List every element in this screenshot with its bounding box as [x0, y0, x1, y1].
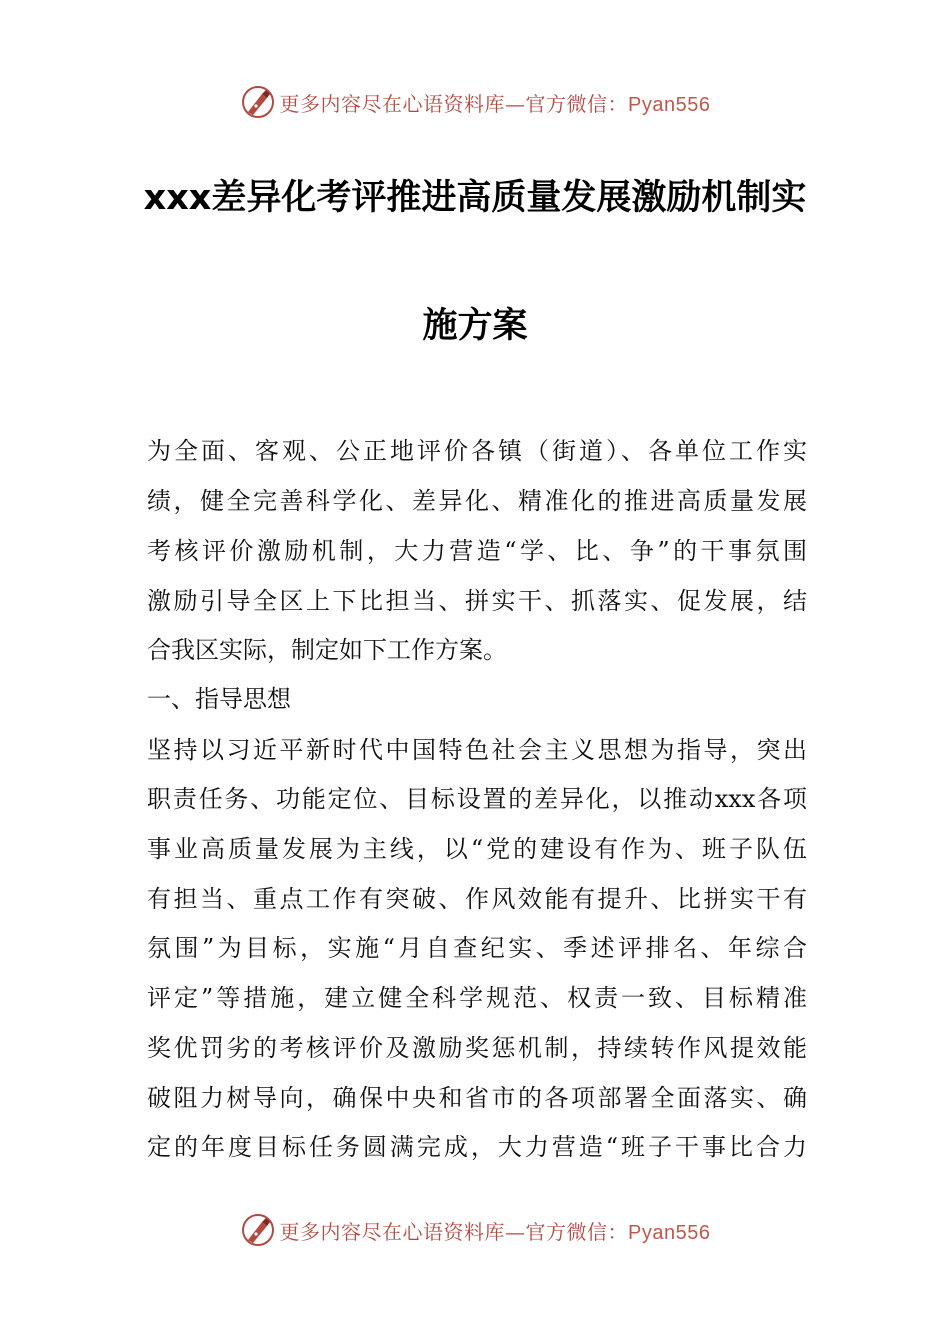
- body-line: 破阻力树导向，确保中央和省市的各项部署全面落实、确: [147, 1084, 807, 1112]
- watermark-text: 更多内容尽在心语资料库—官方微信：: [279, 1219, 629, 1244]
- body-line: 有担当、重点工作有突破、作风效能有提升、比拼实干有: [147, 885, 807, 913]
- body-line: 激励引导全区上下比担当、拼实干、抓落实、促发展，结: [147, 587, 807, 615]
- body-line: 职责任务、功能定位、目标设置的差异化，以推动xxx各项: [147, 785, 807, 813]
- body-line: 奖优罚劣的考核评价及激励奖惩机制，持续转作风提效能: [147, 1034, 807, 1062]
- body-line: 合我区实际，制定如下工作方案。: [147, 636, 507, 664]
- document-title-line-1: xxx差异化考评推进高质量发展激励机制实: [143, 178, 807, 218]
- document-title-line-2: 施方案: [422, 306, 528, 346]
- body-line: 坚持以习近平新时代中国特色社会主义思想为指导，突出: [147, 736, 807, 764]
- body-line: 定的年度目标任务圆满完成，大力营造“班子干事比合力: [147, 1133, 807, 1161]
- body-line: 为全面、客观、公正地评价各镇（街道）、各单位工作实: [147, 437, 807, 465]
- body-line: 评定”等措施，建立健全科学规范、权责一致、目标精准: [147, 984, 807, 1012]
- watermark-wechat-id: Pyan556: [628, 93, 711, 116]
- watermark-wechat-id: Pyan556: [628, 1221, 711, 1244]
- body-line: 氛围”为目标，实施“月自查纪实、季述评排名、年综合: [147, 934, 807, 962]
- body-line: 考核评价激励机制，大力营造“学、比、争”的干事氛围: [147, 537, 807, 565]
- footer-watermark: [0, 1210, 950, 1250]
- pen-nib-logo-icon: [240, 84, 276, 120]
- body-line: 事业高质量发展为主线，以“党的建设有作为、班子队伍: [147, 835, 807, 863]
- body-line: 绩，健全完善科学化、差异化、精准化的推进高质量发展: [147, 487, 807, 515]
- header-watermark: [0, 82, 950, 122]
- section-heading: 一、指导思想: [147, 685, 291, 713]
- pen-nib-logo-icon: [240, 1212, 276, 1248]
- watermark-text: 更多内容尽在心语资料库—官方微信：: [279, 91, 629, 116]
